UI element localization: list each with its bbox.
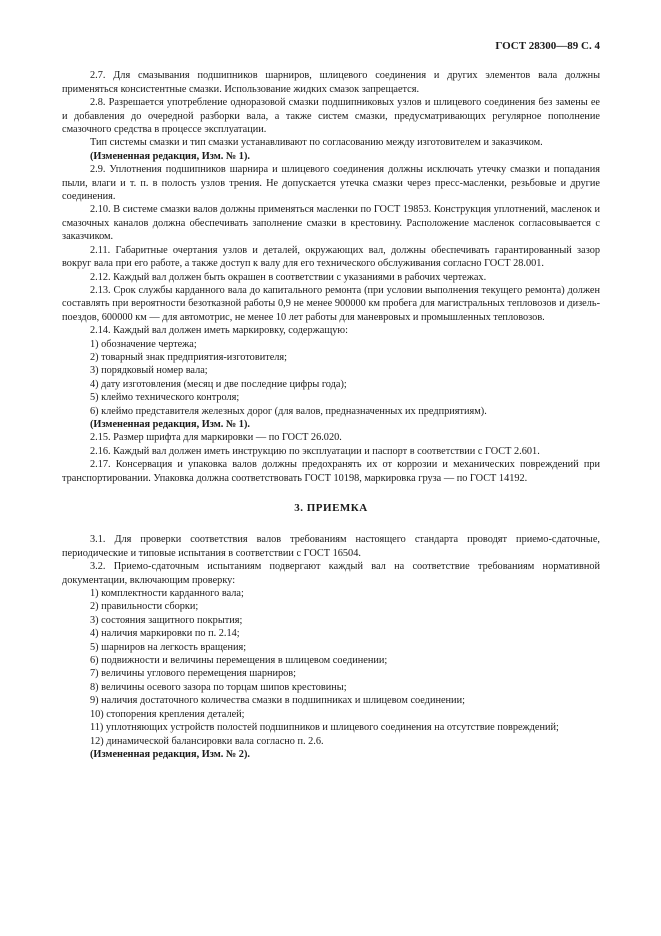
document-page [62,40,600,761]
paragraph-3-2: 3.2. Приемо-сдаточным испытаниям подвергают каждый вал на соответствие требованиям нормативной документации, включающим проверку: [62,561,600,586]
amendment-note: (Измененная редакция, Изм. № 1). [90,418,250,430]
list-item: 3) состояния защитного покрытия; [90,614,243,626]
list-item: 1) обозначение чертежа; [90,338,197,350]
list-item: 7) величины углового перемещения шарниров; [90,668,297,680]
list-item: 3) порядковый номер вала; [90,365,208,377]
list-item: 1) комплектности карданного вала; [90,588,244,600]
list-item: 9) наличия достаточного количества смазки в подшипниках и шлицевом соединении; [90,695,465,707]
paragraph-lubrication-type: Тип системы смазки и тип смазки устанавливают по согласованию между изготовителем и заказчиком. [90,137,543,149]
list-item: 11) уплотняющих устройств полостей подшипников и шлицевого соединения на отсутствие повреждений; [90,722,559,734]
paragraph-2-11: 2.11. Габаритные очертания узлов и деталей, окружающих вал, должны обеспечивать гарантированный зазор вокруг вала при его работе, а также доступ к валу для его технического обслуживания согласно ГОСТ 28.001. [62,244,600,270]
page-header: ГОСТ 28300—89 С. 4 [495,40,600,52]
paragraph-2-7: 2.7. Для смазывания подшипников шарниров, шлицевого соединения и других элементов вала должны применяться консистентные смазки. Использование жидких смазок запрещается. [62,70,600,95]
list-item: 6) подвижности и величины перемещения в шлицевом соединении; [90,655,388,667]
paragraph-3-1: 3.1. Для проверки соответствия валов требованиям настоящего стандарта проводят приемо-сдаточные, периодические и типовые испытания в соответствии с ГОСТ 16504. [62,534,600,559]
paragraph-2-9: 2.9. Уплотнения подшипников шарнира и шлицевого соединения должны исключать утечку смазки и попадания пыли, влаги и т. п. в полость узлов трения. Не допускается утечка смазки через пресс-масленки, резьбовые и другие соединения. [62,164,600,203]
paragraph-2-15: 2.15. Размер шрифта для маркировки — по ГОСТ 26.020. [90,432,342,444]
list-item: 12) динамической балансировки вала согласно п. 2.6. [90,735,324,747]
list-item: 5) шарниров на легкость вращения; [90,641,247,653]
paragraph-2-12: 2.12. Каждый вал должен быть окрашен в соответствии с указаниями в рабочих чертежах. [90,271,487,283]
list-item: 5) клеймо технического контроля; [90,392,240,404]
paragraph-2-14: 2.14. Каждый вал должен иметь маркировку, содержащую: [90,325,348,337]
paragraph-2-13: 2.13. Срок службы карданного вала до капитального ремонта (при условии выполнения текущего ремонта) должен составлять при вероятности безотказной работы 0,9 не менее 900000 км пробега для магистральных тепловозов и дизель-поездов, 600000 км — для автомотрис, не менее 10 лет работы для маневровых и промышленных тепловозов. [62,284,600,323]
paragraph-2-10: 2.10. В системе смазки валов должны применяться масленки по ГОСТ 19853. Конструкция уплотнений, масленок и смазочных каналов должна обеспечивать заполнение смазки в крестовину. Расположение масленок согласовывается с заказчиком. [62,204,600,243]
list-item: 8) величины осевого зазора по торцам шипов крестовины; [90,681,347,693]
list-item: 6) клеймо представителя железных дорог (для валов, предназначенных их предприятиям). [90,405,487,417]
amendment-note: (Измененная редакция, Изм. № 1). [90,150,250,162]
section-title: 3. ПРИЕМКА [294,502,368,514]
list-item: 2) товарный знак предприятия-изготовителя; [90,351,288,363]
paragraph-2-8: 2.8. Разрешается употребление одноразовой смазки подшипниковых узлов и шлицевого соединения без замены ее и добавления до очередной разборки вала, а также систем смазки, предусматривающих регулярное пополнение смазочного средства в процессе эксплуатации. [62,97,600,136]
list-item: 4) дату изготовления (месяц и две последние цифры года); [90,378,347,390]
paragraph-2-17: 2.17. Консервация и упаковка валов должны предохранять их от коррозии и механических повреждений при транспортировании. Упаковка должна соответствовать ГОСТ 10198, маркировка груза — по ГОСТ 14192. [62,459,600,484]
list-item: 10) стопорения крепления деталей; [90,708,245,720]
amendment-note: (Измененная редакция, Изм. № 2). [90,748,250,760]
list-item: 2) правильности сборки; [90,601,199,613]
list-item: 4) наличия маркировки по п. 2.14; [90,628,240,640]
paragraph-2-16: 2.16. Каждый вал должен иметь инструкцию по эксплуатации и паспорт в соответствии с ГОСТ 2.601. [90,445,540,457]
